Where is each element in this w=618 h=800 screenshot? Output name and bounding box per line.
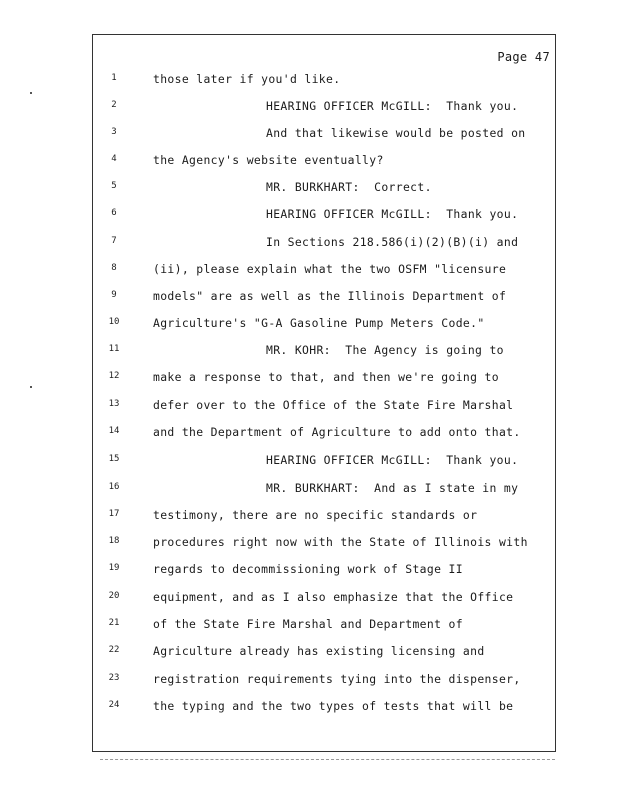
transcript-line: Agriculture already has existing licensing and: [153, 644, 485, 658]
transcript-line: the typing and the two types of tests that will be: [153, 699, 514, 713]
line-number: 21: [108, 618, 120, 628]
line-number: 15: [108, 454, 120, 464]
transcript-line: In Sections 218.586(i)(2)(B)(i) and: [266, 235, 519, 249]
line-number: 14: [108, 426, 120, 436]
transcript-line: testimony, there are no specific standards or: [153, 508, 478, 522]
line-number: 16: [108, 482, 120, 492]
scan-speck: [30, 386, 32, 388]
line-number: 8: [111, 263, 117, 273]
transcript-line: models" are as well as the Illinois Department of: [153, 289, 507, 303]
line-number: 17: [108, 509, 120, 519]
transcript-line: the Agency's website eventually?: [153, 153, 384, 167]
transcript-line: registration requirements tying into the dispenser,: [153, 672, 521, 686]
transcript-line: procedures right now with the State of Illinois with: [153, 535, 528, 549]
transcript-line: HEARING OFFICER McGILL: Thank you.: [266, 99, 519, 113]
line-number: 1: [111, 73, 117, 83]
transcript-line: MR. KOHR: The Agency is going to: [266, 343, 504, 357]
transcript-line: make a response to that, and then we're going to: [153, 370, 499, 384]
scan-bottom-edge: [100, 757, 555, 760]
line-number: 22: [108, 645, 120, 655]
line-number: 7: [111, 236, 117, 246]
line-number: 12: [108, 371, 120, 381]
transcript-line: regards to decommissioning work of Stage II: [153, 562, 463, 576]
transcript-line: HEARING OFFICER McGILL: Thank you.: [266, 453, 519, 467]
transcript-line: those later if you'd like.: [153, 72, 341, 86]
transcript-line: HEARING OFFICER McGILL: Thank you.: [266, 207, 519, 221]
transcript-line: MR. BURKHART: Correct.: [266, 180, 432, 194]
line-number: 13: [108, 399, 120, 409]
page-number: Page 47: [497, 50, 550, 64]
transcript-line: MR. BURKHART: And as I state in my: [266, 481, 519, 495]
line-number: 2: [111, 100, 117, 110]
transcript-line: of the State Fire Marshal and Department of: [153, 617, 463, 631]
transcript-line: defer over to the Office of the State Fire Marshal: [153, 398, 514, 412]
line-number: 10: [108, 317, 120, 327]
transcript-line: Agriculture's "G-A Gasoline Pump Meters Code.": [153, 316, 485, 330]
line-number: 24: [108, 700, 120, 710]
transcript-line: equipment, and as I also emphasize that the Office: [153, 590, 514, 604]
line-number: 11: [108, 344, 120, 354]
line-number: 3: [111, 127, 117, 137]
scan-speck: [30, 92, 32, 94]
transcript-line: and the Department of Agriculture to add onto that.: [153, 425, 521, 439]
line-number: 6: [111, 208, 117, 218]
line-number: 20: [108, 591, 120, 601]
line-number: 18: [108, 536, 120, 546]
line-number: 19: [108, 563, 120, 573]
line-number: 23: [108, 673, 120, 683]
line-number: 9: [111, 290, 117, 300]
line-number: 4: [111, 154, 117, 164]
transcript-line: (ii), please explain what the two OSFM "licensure: [153, 262, 507, 276]
transcript-line: And that likewise would be posted on: [266, 126, 526, 140]
line-number: 5: [111, 181, 117, 191]
